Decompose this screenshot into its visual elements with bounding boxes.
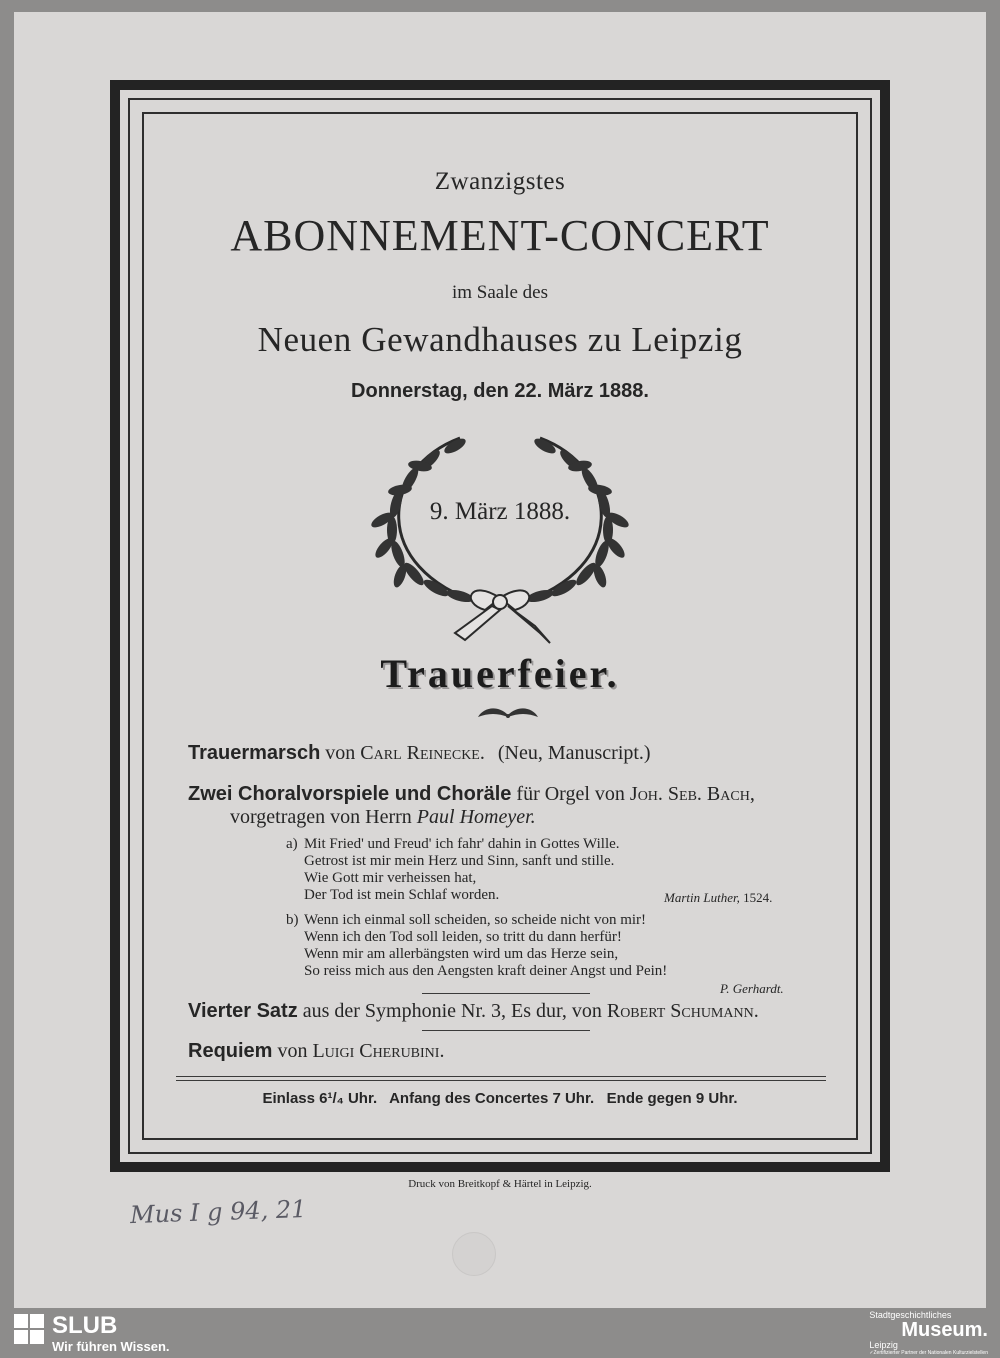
slub-tagline: Wir führen Wissen. (52, 1339, 170, 1354)
divider (422, 993, 590, 994)
composer: Joh. Seb. Bach, (629, 783, 755, 805)
work-title: Vierter Satz (188, 1000, 298, 1022)
verse-a-line: Mit Fried' und Freud' ich fahr' dahin in Gottes Wille. (304, 836, 620, 852)
verse-a-year: 1524. (743, 890, 773, 905)
venue-prefix: im Saale des (451, 282, 549, 303)
von-text: von (325, 742, 356, 764)
performer-prefix: vorgetragen von Herrn (230, 806, 412, 828)
concert-title: ABONNEMENT-CONCERT (230, 211, 770, 260)
leaf-ornament-icon (476, 705, 540, 723)
handwritten-shelfmark: Mus I g 94, 21 (129, 1194, 307, 1230)
verse-b-line: So reiss mich aus den Aengsten kraft deiner Angst und Pein! (304, 963, 668, 979)
museum-name: Museum. (901, 1319, 988, 1341)
verse-a-author: Martin Luther, (664, 890, 740, 905)
verse-b-line: Wenn ich den Tod soll leiden, so tritt du dann herfür! (304, 929, 622, 945)
composer: Robert Schumann. (606, 1000, 759, 1022)
venue-name: Neuen Gewandhauses zu Leipzig (257, 320, 743, 359)
einlass-text: Einlass 6¹/₄ Uhr. (262, 1090, 378, 1107)
composer: Luigi Cherubini. (312, 1040, 445, 1062)
performer-name: Paul Homeyer. (416, 806, 536, 828)
ceremony-title: Trauerfeier. (380, 651, 620, 696)
museum-note: ✓Zertifizierter Partner der Nationalen Kulturzielstellen (869, 1350, 988, 1356)
divider (422, 1030, 590, 1031)
footer-divider-top (176, 1076, 826, 1077)
verse-a-attribution (664, 889, 772, 906)
museum-branding (869, 1310, 988, 1356)
composer: Carl Reinecke. (360, 742, 485, 764)
footer-divider-bottom (176, 1080, 826, 1081)
verse-b-line: Wenn mir am allerbängsten wird um das Herze sein, (304, 946, 619, 962)
program-item-symphonie (188, 1000, 759, 1023)
verse-a-line: Der Tod ist mein Schlaf worden. (304, 887, 500, 903)
slub-logo-icon (14, 1314, 46, 1344)
von-text: von (277, 1040, 308, 1062)
verse-b-author: P. Gerhardt. (720, 981, 784, 996)
museum-small: Stadtgeschichtliches (869, 1310, 952, 1320)
concert-ordinal: Zwanzigstes (434, 168, 566, 195)
ende-text: Ende gegen 9 Uhr. (606, 1090, 738, 1107)
printer-credit: Druck von Breitkopf & Härtel in Leipzig. (408, 1178, 592, 1190)
work-text: aus der Symphonie Nr. 3, Es dur, von (302, 1000, 602, 1022)
verse-a-line: Getrost ist mir mein Herz und Sinn, sanft und stille. (304, 853, 615, 869)
concert-date: Donnerstag, den 22. März 1888. (351, 380, 649, 402)
program-item-choralvorspiele (188, 783, 755, 806)
anfang-text: Anfang des Concertes 7 Uhr. (389, 1090, 595, 1107)
work-title: Requiem (188, 1040, 273, 1062)
work-text: für Orgel von (516, 783, 625, 805)
death-date: 9. März 1888. (429, 498, 571, 525)
slub-name: SLUB (52, 1312, 118, 1339)
laurel-wreath-icon (360, 428, 640, 650)
slub-branding (52, 1313, 170, 1354)
verse-a-line: Wie Gott mir verheissen hat, (304, 870, 477, 886)
embossed-stamp (452, 1232, 496, 1276)
verse-b-attribution (720, 980, 784, 997)
work-title: Trauermarsch (188, 742, 321, 764)
work-title: Zwei Choralvorspiele und Choräle (188, 783, 512, 805)
verse-a-label: a) (286, 836, 298, 852)
admission-times (0, 1090, 1000, 1107)
program-item-requiem (188, 1040, 444, 1063)
program-item-trauermarsch (188, 742, 651, 765)
museum-city: Leipzig (869, 1340, 898, 1350)
verse-b-label: b) (286, 912, 299, 928)
performer-line (230, 806, 536, 829)
work-note: (Neu, Manuscript.) (497, 742, 651, 764)
verse-b-line: Wenn ich einmal soll scheiden, so scheide nicht von mir! (304, 912, 647, 928)
